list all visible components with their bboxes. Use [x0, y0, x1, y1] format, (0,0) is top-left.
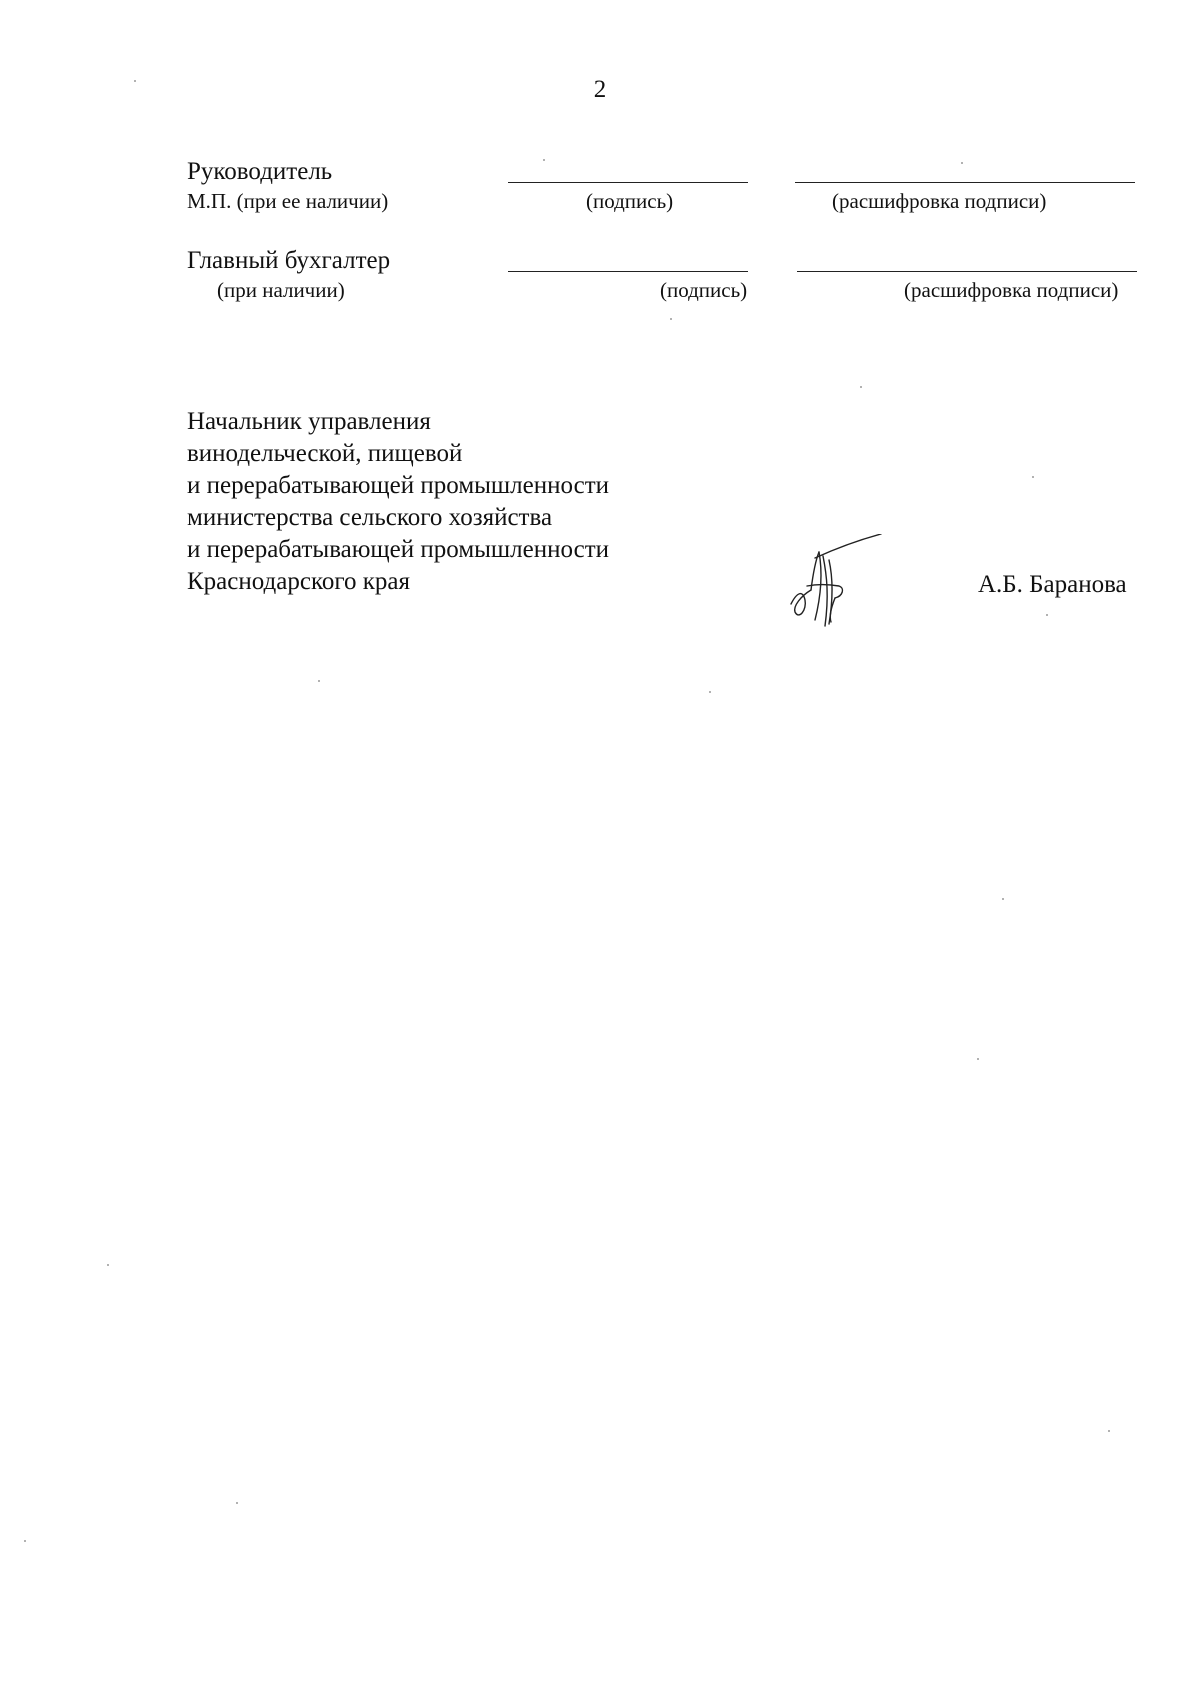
accountant-decode-line — [797, 271, 1137, 272]
head-role-note: М.П. (при ее наличии) — [187, 189, 389, 213]
accountant-decode-caption: (расшифровка подписи) — [904, 278, 1119, 302]
head-decode-caption: (расшифровка подписи) — [832, 189, 1047, 213]
scan-speck — [107, 1264, 109, 1266]
accountant-role-label: Главный бухгалтер — [187, 247, 391, 274]
head-decode-line — [795, 182, 1135, 183]
head-role-label: Руководитель — [187, 158, 333, 185]
scan-speck — [860, 386, 862, 388]
signer-title-line: винодельческой, пищевой — [187, 440, 463, 467]
head-signature-caption: (подпись) — [586, 189, 674, 213]
scan-speck — [543, 159, 545, 161]
page-number: 2 — [593, 76, 607, 103]
scan-speck — [24, 1540, 26, 1542]
signer-title-line: Начальник управления — [187, 408, 431, 435]
scan-speck — [134, 80, 136, 82]
scan-speck — [318, 680, 320, 682]
handwritten-signature — [785, 534, 895, 634]
scan-speck — [1002, 898, 1004, 900]
signer-title-line: и перерабатывающей промышленности — [187, 472, 610, 499]
accountant-signature-line — [508, 271, 748, 272]
scan-speck — [1108, 1430, 1110, 1432]
signer-name: А.Б. Баранова — [978, 571, 1127, 598]
scan-speck — [1032, 476, 1034, 478]
signer-title-line: министерства сельского хозяйства — [187, 504, 553, 531]
scan-speck — [1046, 614, 1048, 616]
accountant-role-note: (при наличии) — [217, 278, 345, 302]
signer-title-line: и перерабатывающей промышленности — [187, 536, 610, 563]
scan-speck — [236, 1502, 238, 1504]
head-signature-line — [508, 182, 748, 183]
scan-speck — [709, 691, 711, 693]
accountant-signature-caption: (подпись) — [660, 278, 748, 302]
scan-speck — [961, 162, 963, 164]
scan-speck — [670, 318, 672, 320]
signer-title-line: Краснодарского края — [187, 568, 410, 595]
scan-speck — [977, 1058, 979, 1060]
signer-title — [187, 406, 707, 598]
